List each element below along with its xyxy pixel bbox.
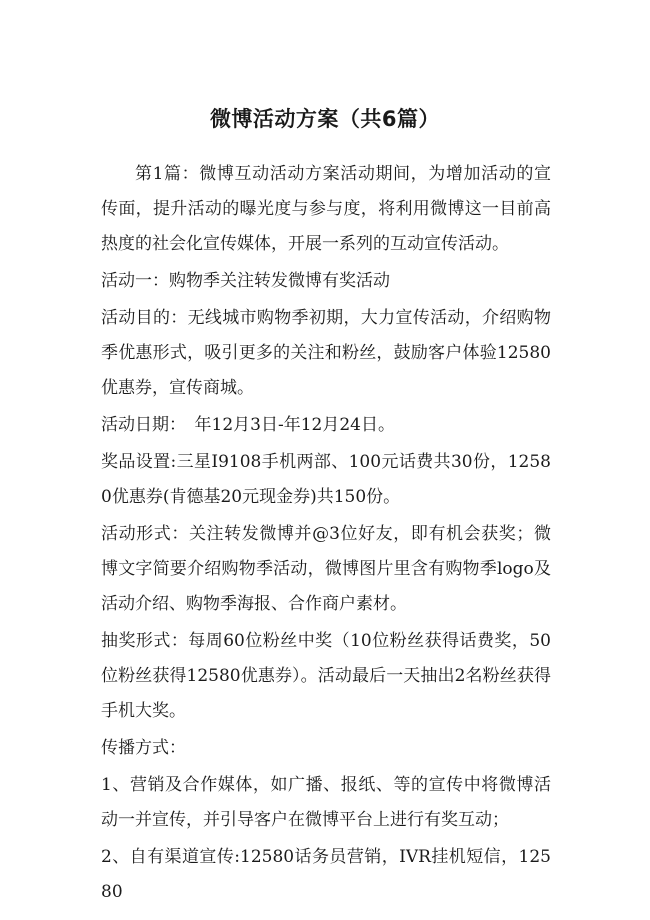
paragraph-channel-1: 1、营销及合作媒体，如广播、报纸、等的宣传中将微博活动一并宣传，并引导客户在微博平台上进行有奖互动； xyxy=(101,775,551,830)
paragraph-channel-2: 2、自有渠道宣传:12580话务员营销，IVR挂机短信，12580 xyxy=(101,847,551,902)
paragraph-lottery: 抽奖形式：每周60位粉丝中奖（10位粉丝获得话费奖，50位粉丝获得12580优惠券）。活动最后一天抽出2名粉丝获得手机大奖。 xyxy=(101,631,551,721)
document-title: 微博活动方案（共6篇） xyxy=(209,107,441,131)
paragraph-intro: 第1篇：微博互动活动方案活动期间，为增加活动的宣传面，提升活动的曝光度与参与度，将利用微博这一目前高热度的社会化宣传媒体，开展一系列的互动宣传活动。 xyxy=(101,164,551,254)
paragraph-purpose: 活动目的：无线城市购物季初期，大力宣传活动，介绍购物季优惠形式，吸引更多的关注和粉丝，鼓励客户体验12580优惠券，宣传商城。 xyxy=(101,308,551,398)
paragraph-activity-heading: 活动一：购物季关注转发微博有奖活动 xyxy=(101,271,390,291)
paragraph-format: 活动形式：关注转发微博并@3位好友，即有机会获奖；微博文字简要介绍购物季活动，微博图片里含有购物季logo及活动介绍、购物季海报、合作商户素材。 xyxy=(101,524,551,614)
document-body xyxy=(101,157,551,910)
paragraph-prizes: 奖品设置:三星I9108手机两部、100元话费共30份，12580优惠券(肯德基20元现金券)共150份。 xyxy=(101,452,551,507)
paragraph-channels-heading: 传播方式： xyxy=(101,738,186,758)
paragraph-dates: 活动日期： 年12月3日-年12月24日。 xyxy=(101,415,395,435)
